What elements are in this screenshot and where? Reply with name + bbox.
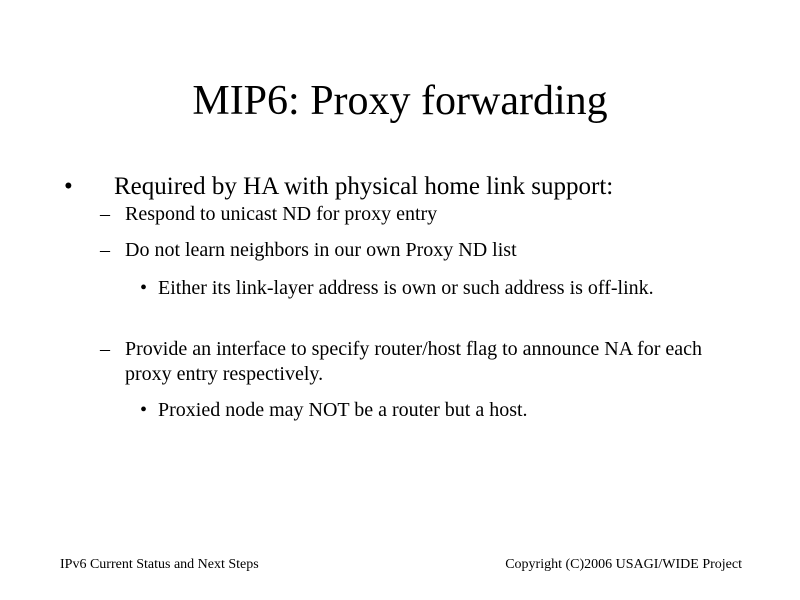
- dash-marker: –: [100, 203, 110, 225]
- dash-marker: –: [100, 338, 110, 360]
- footer-right: Copyright (C)2006 USAGI/WIDE Project: [505, 557, 742, 572]
- dash-marker: –: [100, 239, 110, 261]
- bullet-level3: [140, 276, 720, 301]
- bullet-text: Proxied node may NOT be a router but a host.: [158, 399, 528, 421]
- bullet-marker: •: [140, 399, 148, 421]
- bullet-text: Provide an interface to specify router/host flag to announce NA for each proxy entry respectively.: [125, 338, 703, 385]
- bullet-text: Respond to unicast ND for proxy entry: [125, 203, 438, 225]
- bullet-level2: [100, 238, 720, 263]
- bullet-text: Required by HA with physical home link support:: [114, 173, 614, 200]
- bullet-text: Do not learn neighbors in our own Proxy ND list: [125, 239, 517, 261]
- bullet-level2: [100, 202, 720, 227]
- slide-title: MIP6: Proxy forwarding: [192, 78, 608, 124]
- bullet-marker: •: [140, 277, 148, 299]
- bullet-level3: [140, 398, 720, 423]
- bullet-level2: [100, 337, 720, 387]
- bullet-text: Either its link-layer address is own or such address is off-link.: [158, 277, 654, 299]
- bullet-marker: •: [64, 173, 73, 200]
- footer-left: IPv6 Current Status and Next Steps: [60, 557, 259, 572]
